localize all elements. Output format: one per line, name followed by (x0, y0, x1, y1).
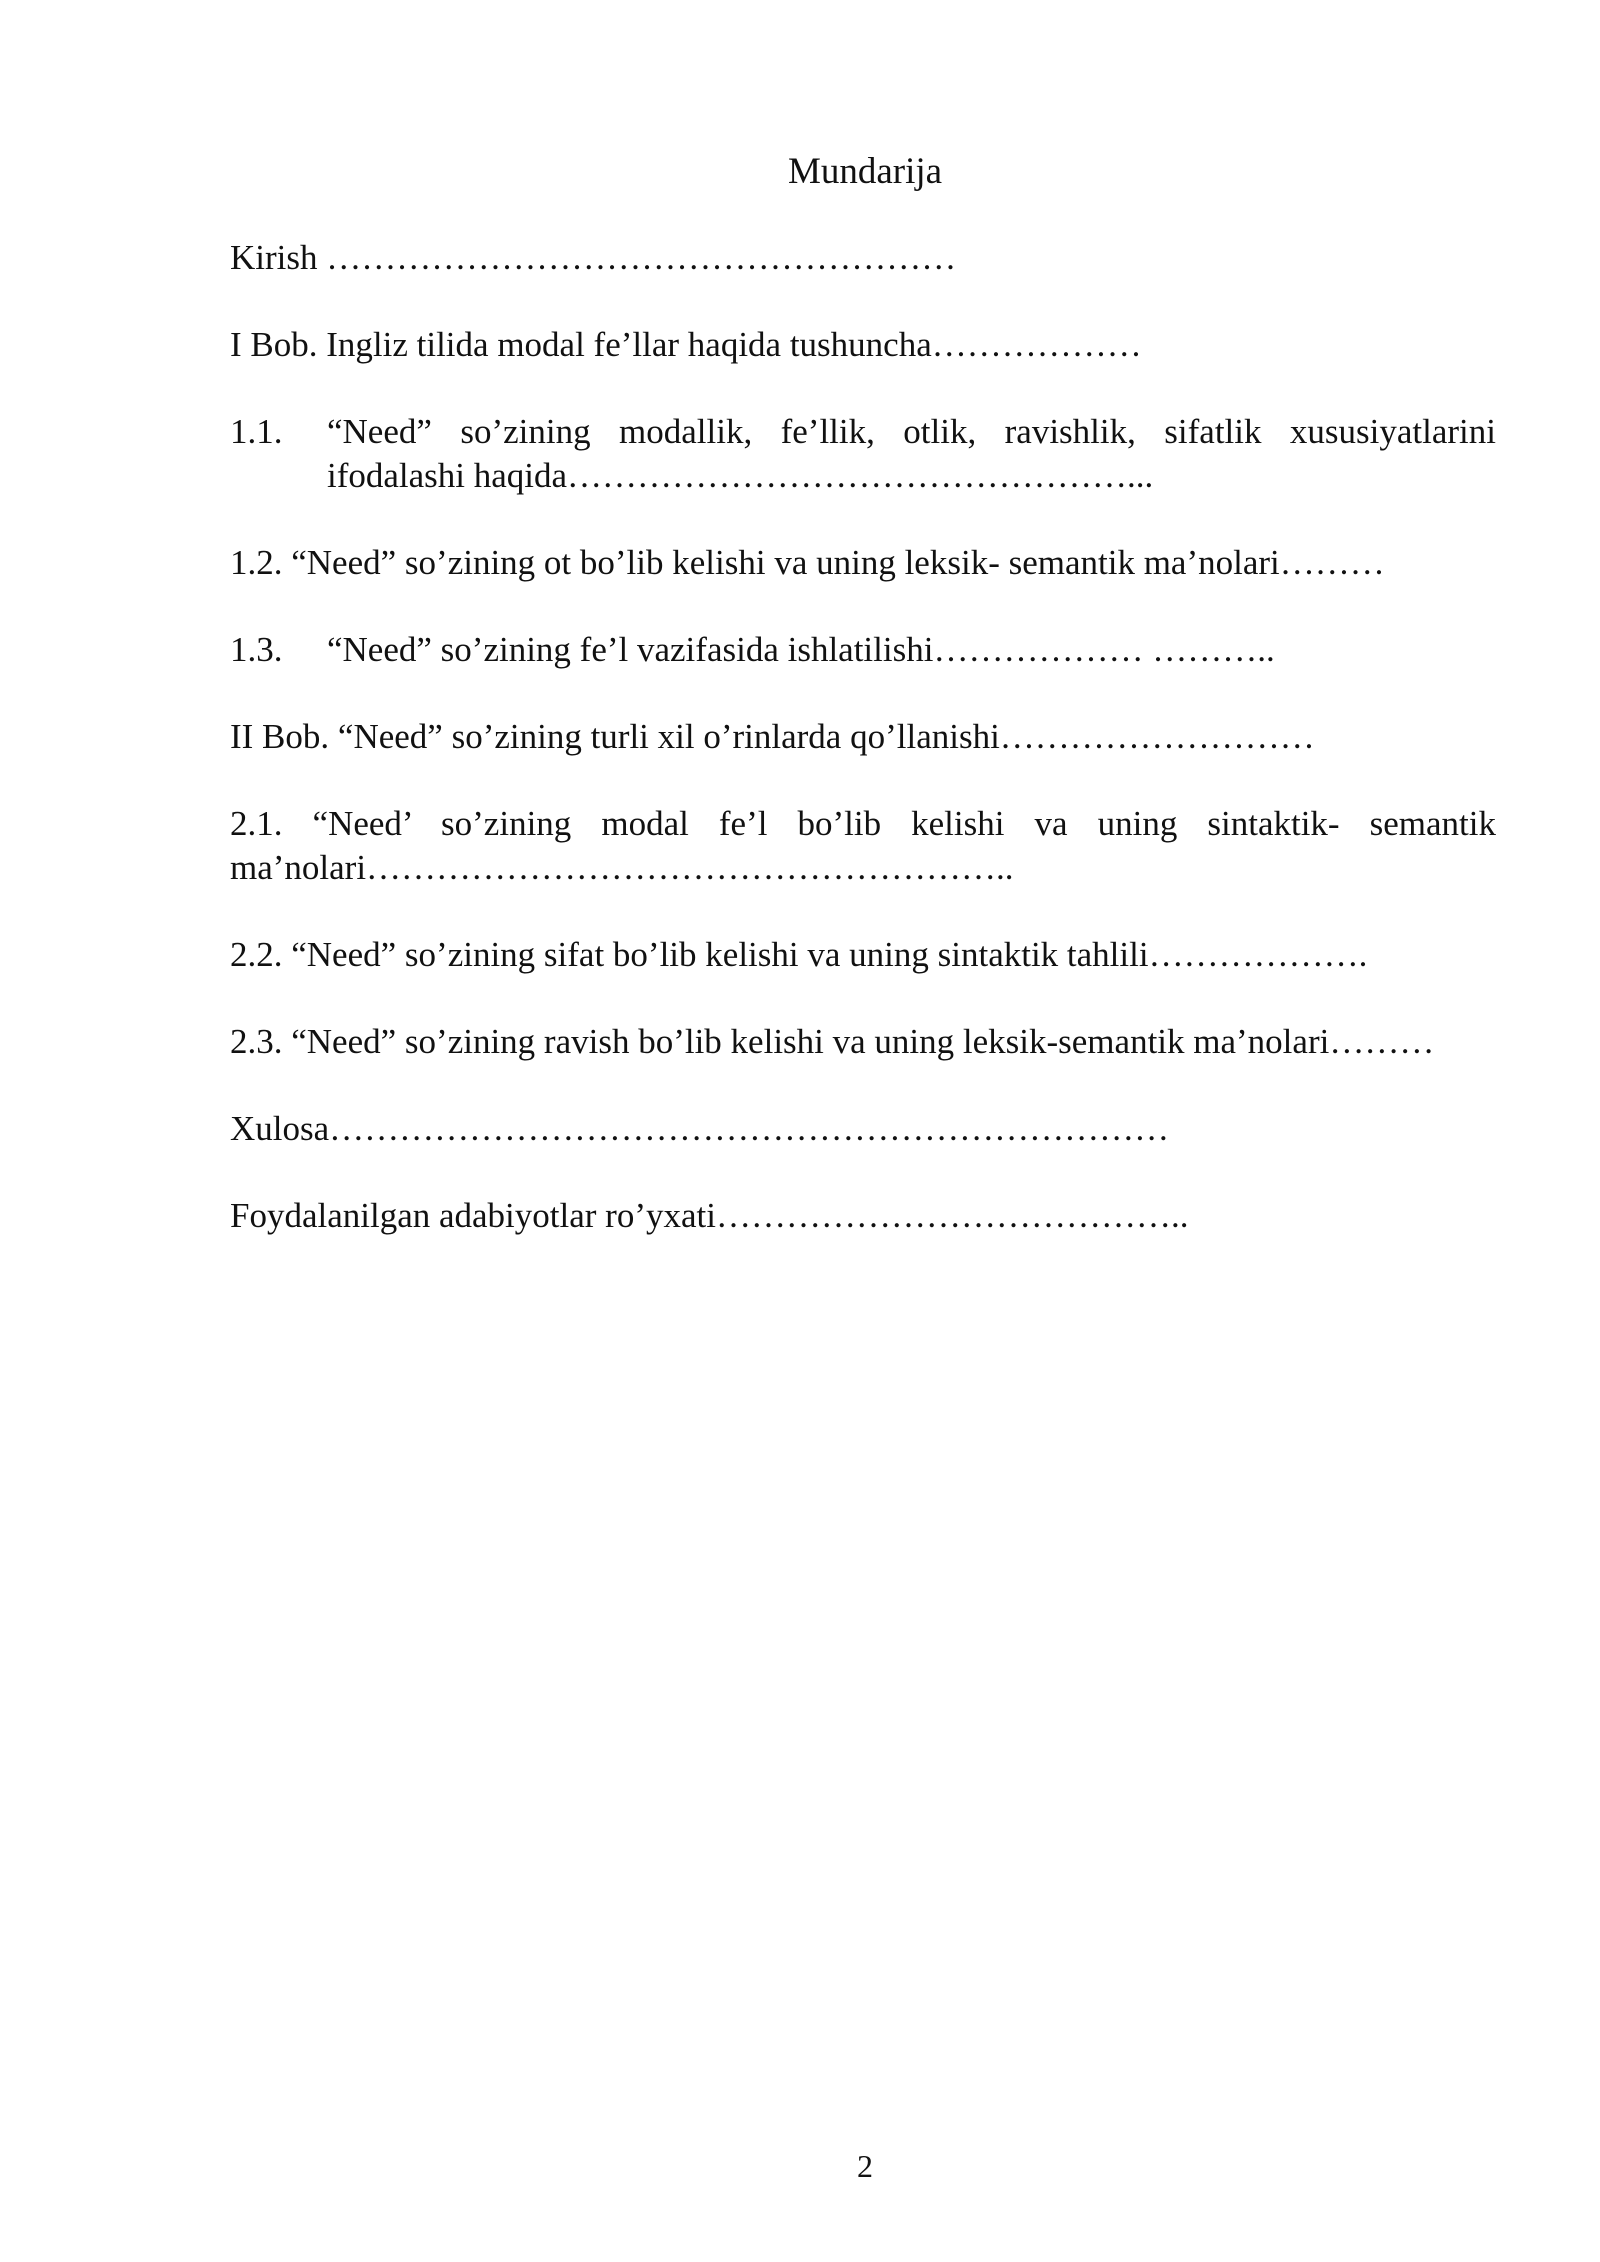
toc-entry-text: 2.2. “Need” so’zining sifat bo’lib kelishi va uning sintaktik tahlili………………. (230, 935, 1368, 974)
toc-entry-section-1-1 (230, 410, 1496, 498)
toc-entry-text: “Need” so’zining modallik, fe’llik, otlik, ravishlik, sifatlik xususiyatlarini ifodalashi haqida…………………………………………... (327, 412, 1496, 495)
page-title: Mundarija (787, 151, 943, 192)
toc-entry-conclusion (230, 1107, 1496, 1151)
toc-entry-section-1-2 (230, 541, 1496, 585)
toc-entry-references (230, 1194, 1496, 1238)
toc-entry-section-2-3 (230, 1020, 1496, 1064)
toc-entry-number: 1.1. (230, 412, 283, 451)
table-of-contents (230, 236, 1496, 1281)
toc-entry-section-1-3 (230, 628, 1496, 672)
toc-entry-text: Foydalanilgan adabiyotlar ro’yxati………………………………….. (230, 1196, 1189, 1235)
toc-entry-text: Xulosa……………………………………………………………… (230, 1109, 1170, 1148)
toc-entry-number: 1.3. (230, 630, 283, 669)
toc-entry-text: Kirish ……………………………………………… (230, 238, 957, 277)
toc-entry-chapter-2 (230, 715, 1496, 759)
toc-entry-chapter-1 (230, 323, 1496, 367)
page-number: 2 (857, 2148, 873, 2184)
toc-entry-text: 2.3. “Need” so’zining ravish bo’lib kelishi va uning leksik-semantik ma’nolari……… (230, 1022, 1435, 1061)
toc-entry-text: 1.2. “Need” so’zining ot bo’lib kelishi va uning leksik- semantik ma’nolari……… (230, 543, 1385, 582)
toc-entry-text: II Bob. “Need” so’zining turli xil o’rinlarda qo’llanishi……………………… (230, 717, 1315, 756)
toc-entry-section-2-2 (230, 933, 1496, 977)
toc-entry-text: “Need” so’zining fe’l vazifasida ishlatilishi……………… ……….. (327, 630, 1275, 669)
toc-entry-text: 2.1. “Need’ so’zining modal fe’l bo’lib kelishi va uning sintaktik- semantik ma’nolari……………………………………………….. (230, 804, 1496, 887)
toc-entry-section-2-1 (230, 802, 1496, 890)
toc-entry-text: I Bob. Ingliz tilida modal fe’llar haqida tushuncha……………… (230, 325, 1142, 364)
toc-entry-introduction (230, 236, 1496, 280)
